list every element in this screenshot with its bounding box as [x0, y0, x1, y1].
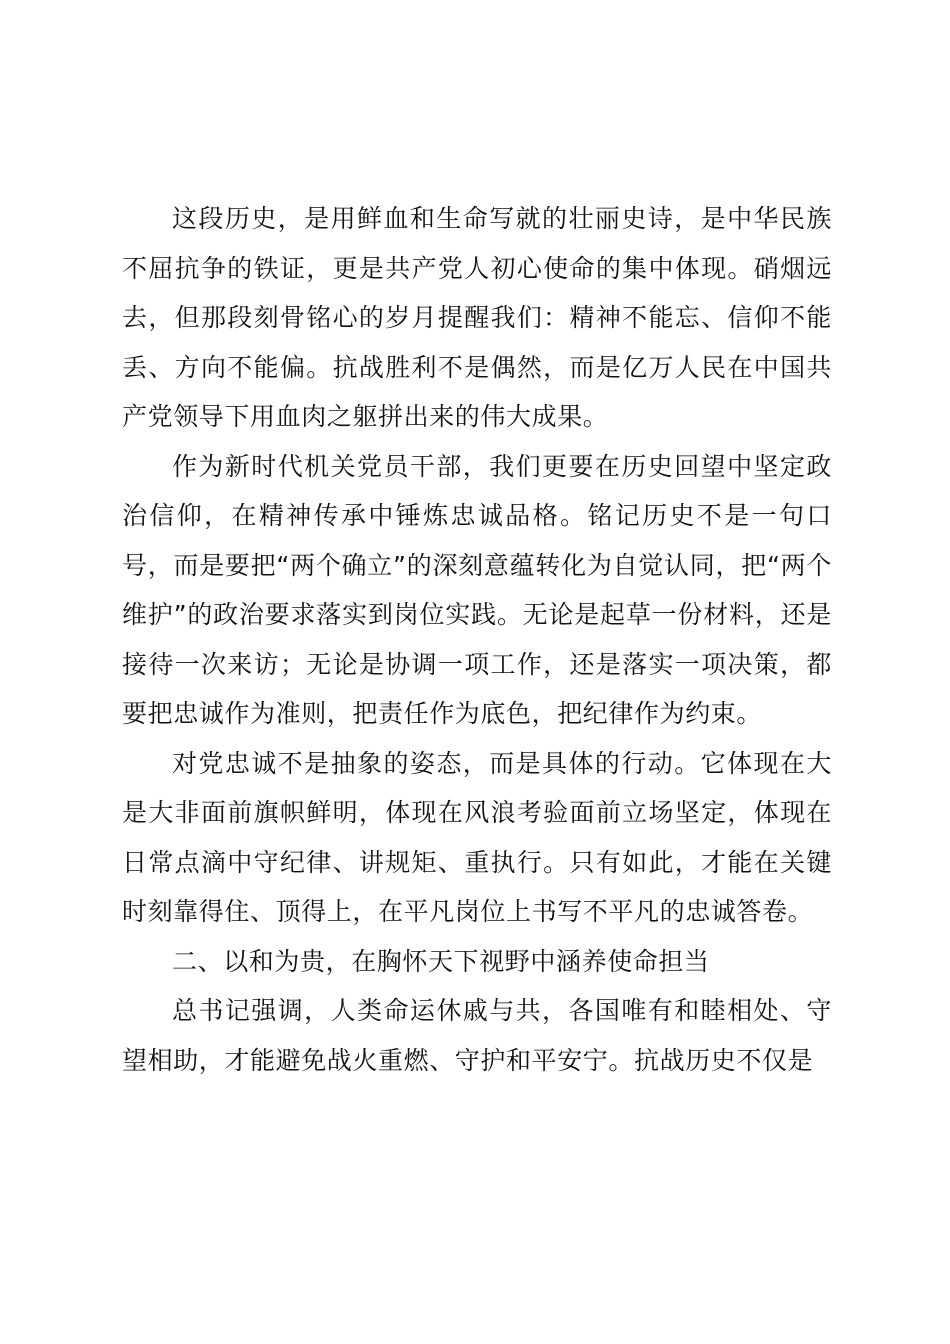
paragraph-peace: 总书记强调，人类命运休戚与共，各国唯有和睦相处、守望相助，才能避免战火重燃、守护和平安宁。抗战历史不仅是: [122, 996, 832, 1075]
section-heading: 二、以和为贵，在胸怀天下视野中涵养使命担当: [172, 946, 710, 976]
document-body: [122, 194, 832, 1085]
paragraph-history: 这段历史，是用鲜血和生命写就的壮丽史诗，是中华民族不屈抗争的铁证，更是共产党人初心使命的集中体现。硝烟远去，但那段刻骨铭心的岁月提醒我们：精神不能忘、信仰不能丢、方向不能偏。抗战胜利不是偶然，而是亿万人民在中国共产党领导下用血肉之躯拼出来的伟大成果。: [122, 204, 832, 431]
paragraph-loyalty-practice: 作为新时代机关党员干部，我们更要在历史回望中坚定政治信仰，在精神传承中锤炼忠诚品格。铭记历史不是一句口号，而是要把“两个确立”的深刻意蕴转化为自觉认同，把“两个维护”的政治要求落实到岗位实践。无论是起草一份材料，还是接待一次来访；无论是协调一项工作，还是落实一项决策，都要把忠诚作为准则，把责任作为底色，把纪律作为约束。: [122, 451, 832, 728]
paragraph-loyalty-action: 对党忠诚不是抽象的姿态，而是具体的行动。它体现在大是大非面前旗帜鲜明，体现在风浪考验面前立场坚定，体现在日常点滴中守纪律、讲规矩、重执行。只有如此，才能在关键时刻靠得住、顶得上，在平凡岗位上书写不平凡的忠诚答卷。: [122, 748, 832, 926]
